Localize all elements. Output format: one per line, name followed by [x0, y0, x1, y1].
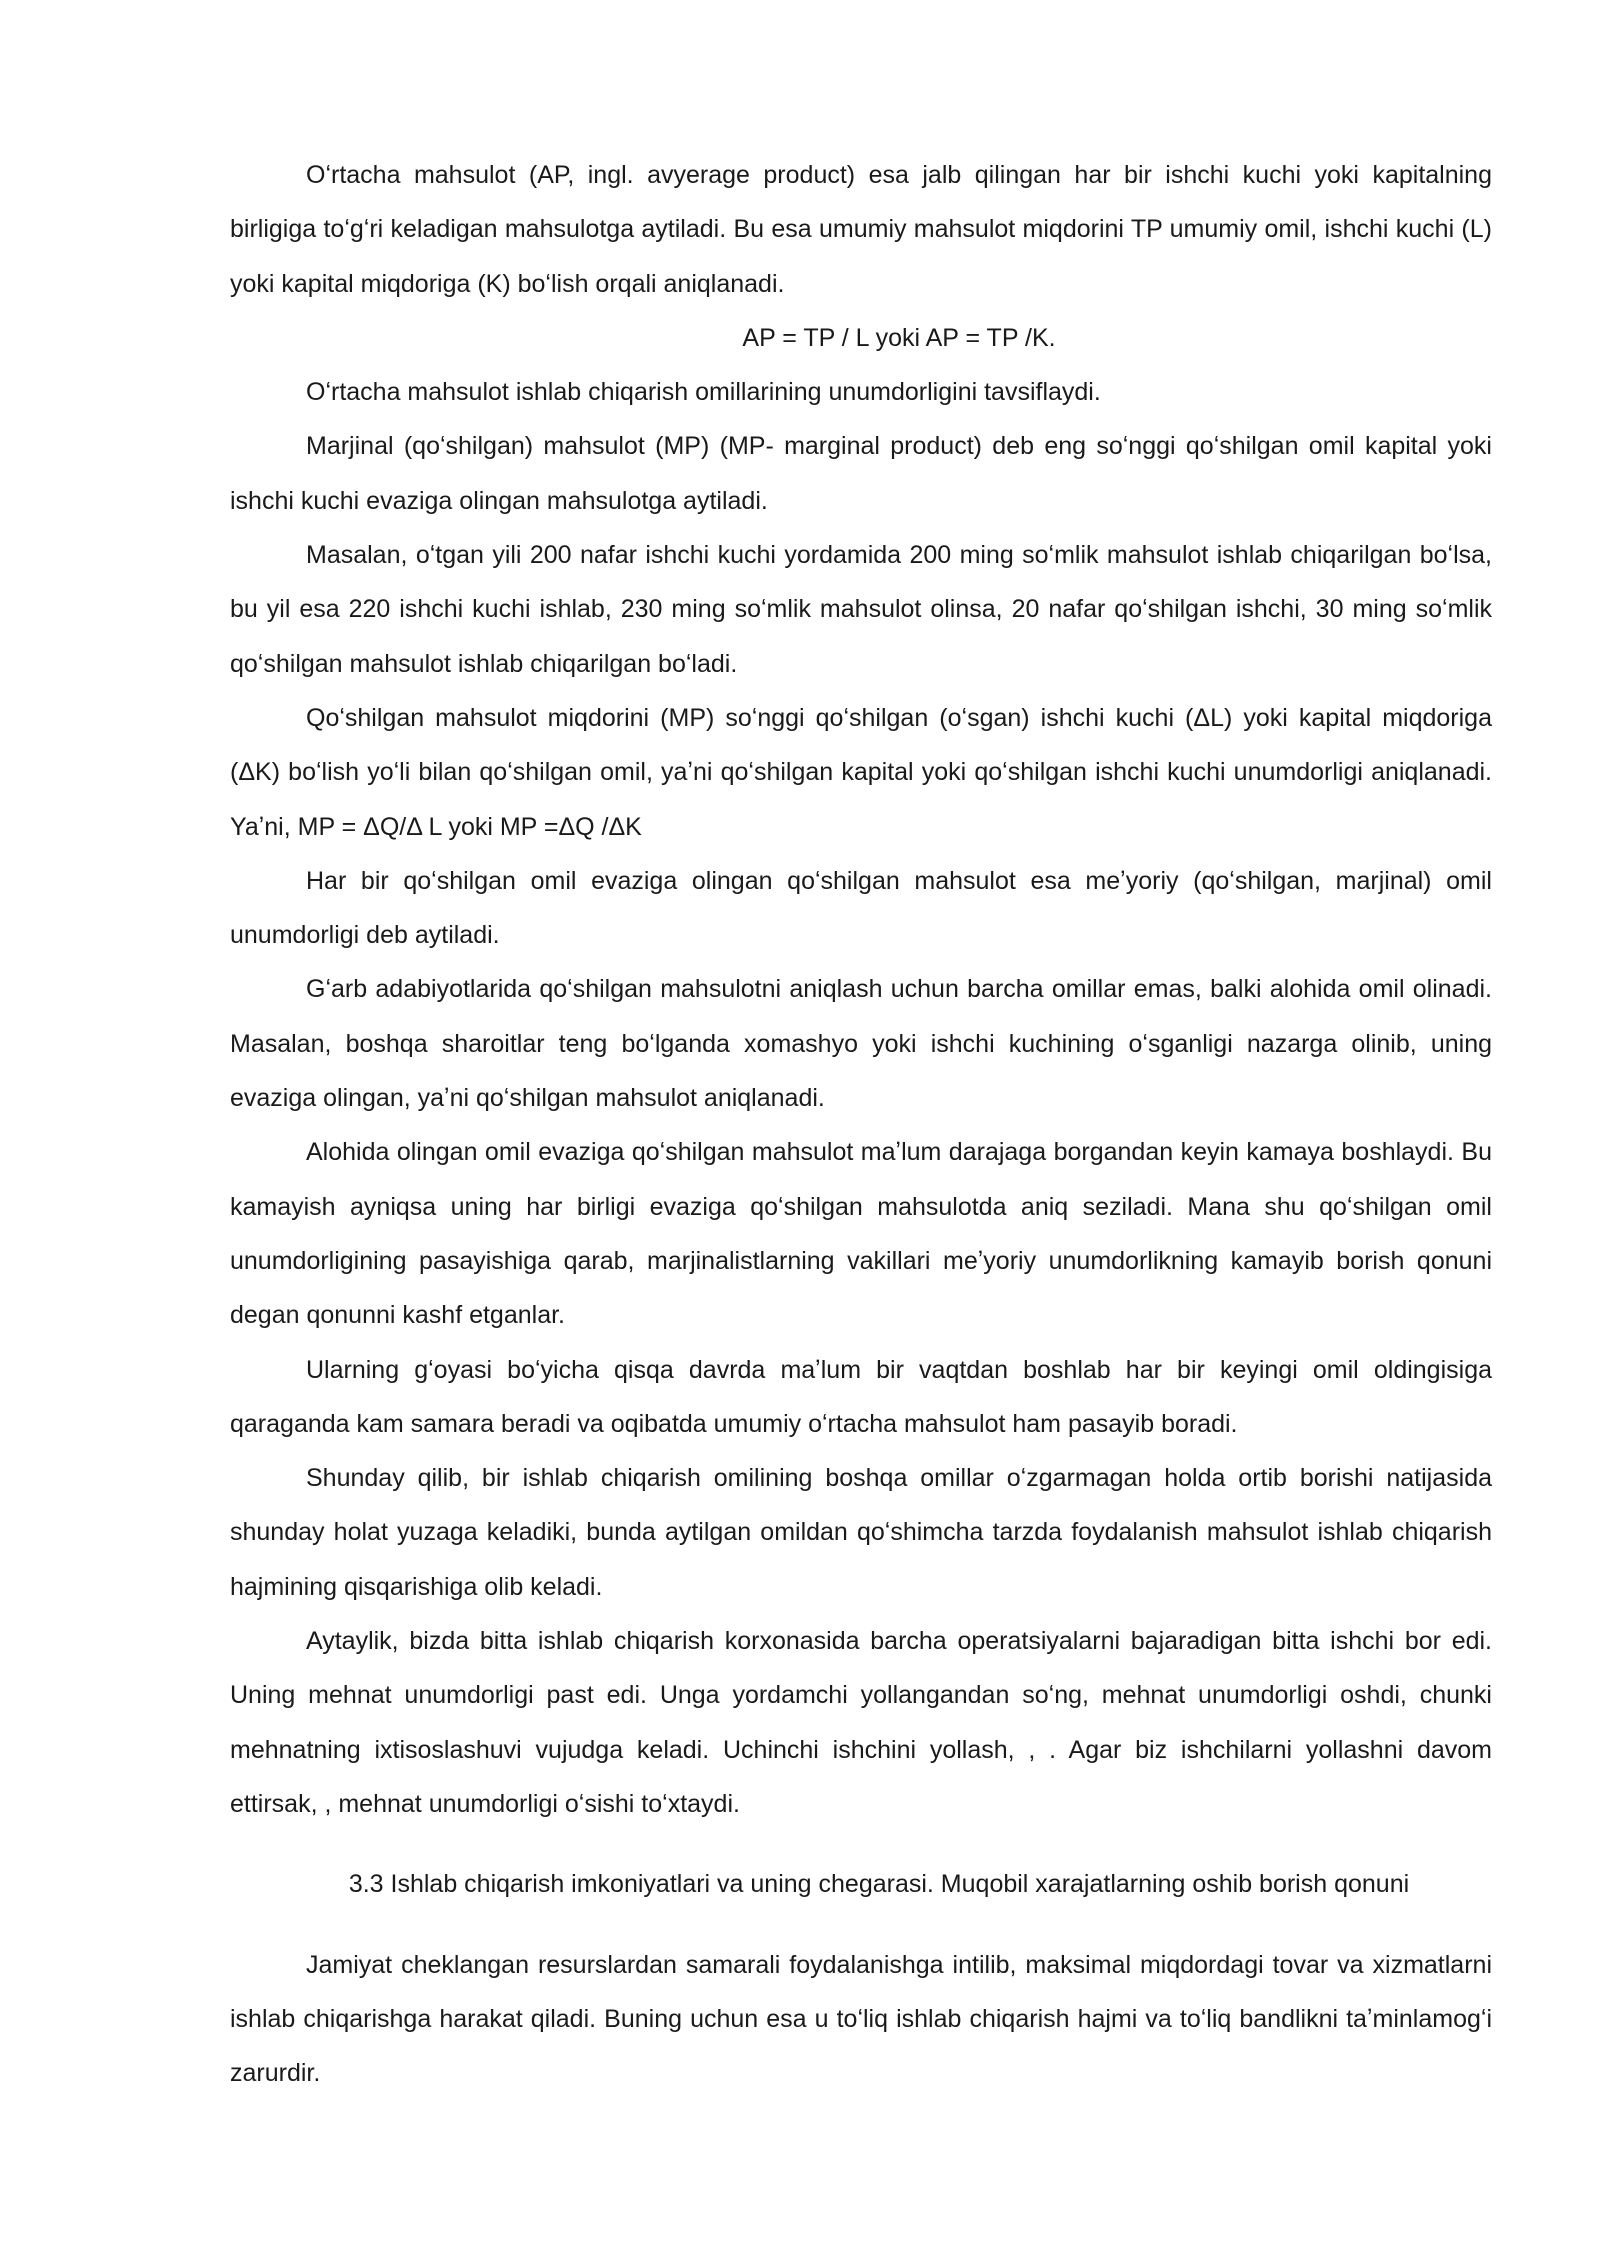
paragraph-marginal-productivity: Har bir qoʻshilgan omil evaziga olingan qoʻshilgan mahsulot esa meʼyoriy (qoʻshilgan, marjinal) omil unumdorligi deb aytiladi.	[230, 866, 1492, 950]
paragraph-average-product: Oʻrtacha mahsulot (AP, ingl. avyerage product) esa jalb qilingan har bir ishchi kuchi yoki kapitalning birligiga toʻgʻri keladigan mahsulotga aytiladi. Bu esa umumiy mahsulot miqdorini TP umumiy omil, ishchi kuchi (L) yoki kapital miqdoriga (K) boʻlish orqali aniqlanadi.	[230, 161, 1492, 298]
paragraph-marginal-product-formula: Qoʻshilgan mahsulot miqdorini (MP) soʻnggi qoʻshilgan (oʻsgan) ishchi kuchi (ΔL) yoki kapital miqdoriga (ΔK) boʻlish yoʻli bilan qoʻshilgan omil, yaʼni qoʻshilgan kapital yoki qoʻshilgan ishchi kuchi unumdorligi aniqlanadi. Yaʼni, MP = ΔQ/Δ L yoki MP =ΔQ /ΔK	[230, 703, 1492, 841]
paragraph-marginal-product: Marjinal (qoʻshilgan) mahsulot (MP) (MP- marginal product) deb eng soʻnggi qoʻshilgan omil kapital yoki ishchi kuchi evaziga olingan mahsulotga aytiladi.	[230, 432, 1492, 515]
document-page	[230, 148, 1492, 2100]
paragraph-example: Masalan, oʻtgan yili 200 nafar ishchi kuchi yordamida 200 ming soʻmlik mahsulot ishlab chiqarilgan boʻlsa, bu yil esa 220 ishchi kuchi ishlab, 230 ming soʻmlik mahsulot olinsa, 20 nafar qoʻshilgan ishchi, 30 ming soʻmlik qoʻshilgan mahsulot ishlab chiqarilgan boʻladi.	[230, 541, 1492, 678]
paragraph-worker-example: Aytaylik, bizda bitta ishlab chiqarish korxonasida barcha operatsiyalarni bajaradigan bitta ishchi bor edi. Uning mehnat unumdorligi past edi. Unga yordamchi yollangandan soʻng, mehnat unumdorligi oshdi, chunki mehnatning ixtisoslashuvi vujudga keladi. Uchinchi ishchini yollash, , . Agar biz ishchilarni yollashni davom ettirsak, , mehnat unumdorligi oʻsishi toʻxtaydi.	[230, 1627, 1492, 1818]
paragraph-short-run: Ularning gʻoyasi boʻyicha qisqa davrda maʼlum bir vaqtdan boshlab har bir keyingi omil oldingisiga qaraganda kam samara beradi va oqibatda umumiy oʻrtacha mahsulot ham pasayib boradi.	[230, 1355, 1492, 1438]
paragraph-western-literature: Gʻarb adabiyotlarida qoʻshilgan mahsulotni aniqlash uchun barcha omillar emas, balki alohida omil olinadi. Masalan, boshqa sharoitlar teng boʻlganda xomashyo yoki ishchi kuchining oʻsganligi nazarga olinib, uning evaziga olingan, yaʼni qoʻshilgan mahsulot aniqlanadi.	[230, 975, 1492, 1113]
paragraph-conclusion: Shunday qilib, bir ishlab chiqarish omilining boshqa omillar oʻzgarmagan holda ortib borishi natijasida shunday holat yuzaga keladiki, bunda aytilgan omildan qoʻshimcha tarzda foydalanish mahsulot ishlab chiqarish hajmining qisqarishiga olib keladi.	[230, 1464, 1492, 1601]
paragraph-society-resources: Jamiyat cheklangan resurslardan samarali foydalanishga intilib, maksimal miqdordagi tovar va xizmatlarni ishlab chiqarishga harakat qiladi. Buning uchun esa u toʻliq ishlab chiqarish hajmi va toʻliq bandlikni taʼminlamogʻi zarurdir.	[230, 1950, 1492, 2088]
section-heading: 3.3 Ishlab chiqarish imkoniyatlari va uning chegarasi. Muqobil xarajatlarning oshib borish qonuni	[348, 1870, 1410, 1899]
formula-average-product: AP = TP / L yoki AP = TP /K.	[742, 323, 1056, 352]
paragraph-average-product-description: Oʻrtacha mahsulot ishlab chiqarish omillarining unumdorligini tavsiflaydi.	[306, 378, 1101, 407]
paragraph-diminishing-returns: Alohida olingan omil evaziga qoʻshilgan mahsulot maʼlum darajaga borgandan keyin kamaya boshlaydi. Bu kamayish ayniqsa uning har birligi evaziga qoʻshilgan mahsulotda aniq seziladi. Mana shu qoʻshilgan omil unumdorligining pasayishiga qarab, marjinalistlarning vakillari meʼyoriy unumdorlikning kamayib borish qonuni degan qonunni kashf etganlar.	[230, 1138, 1492, 1330]
